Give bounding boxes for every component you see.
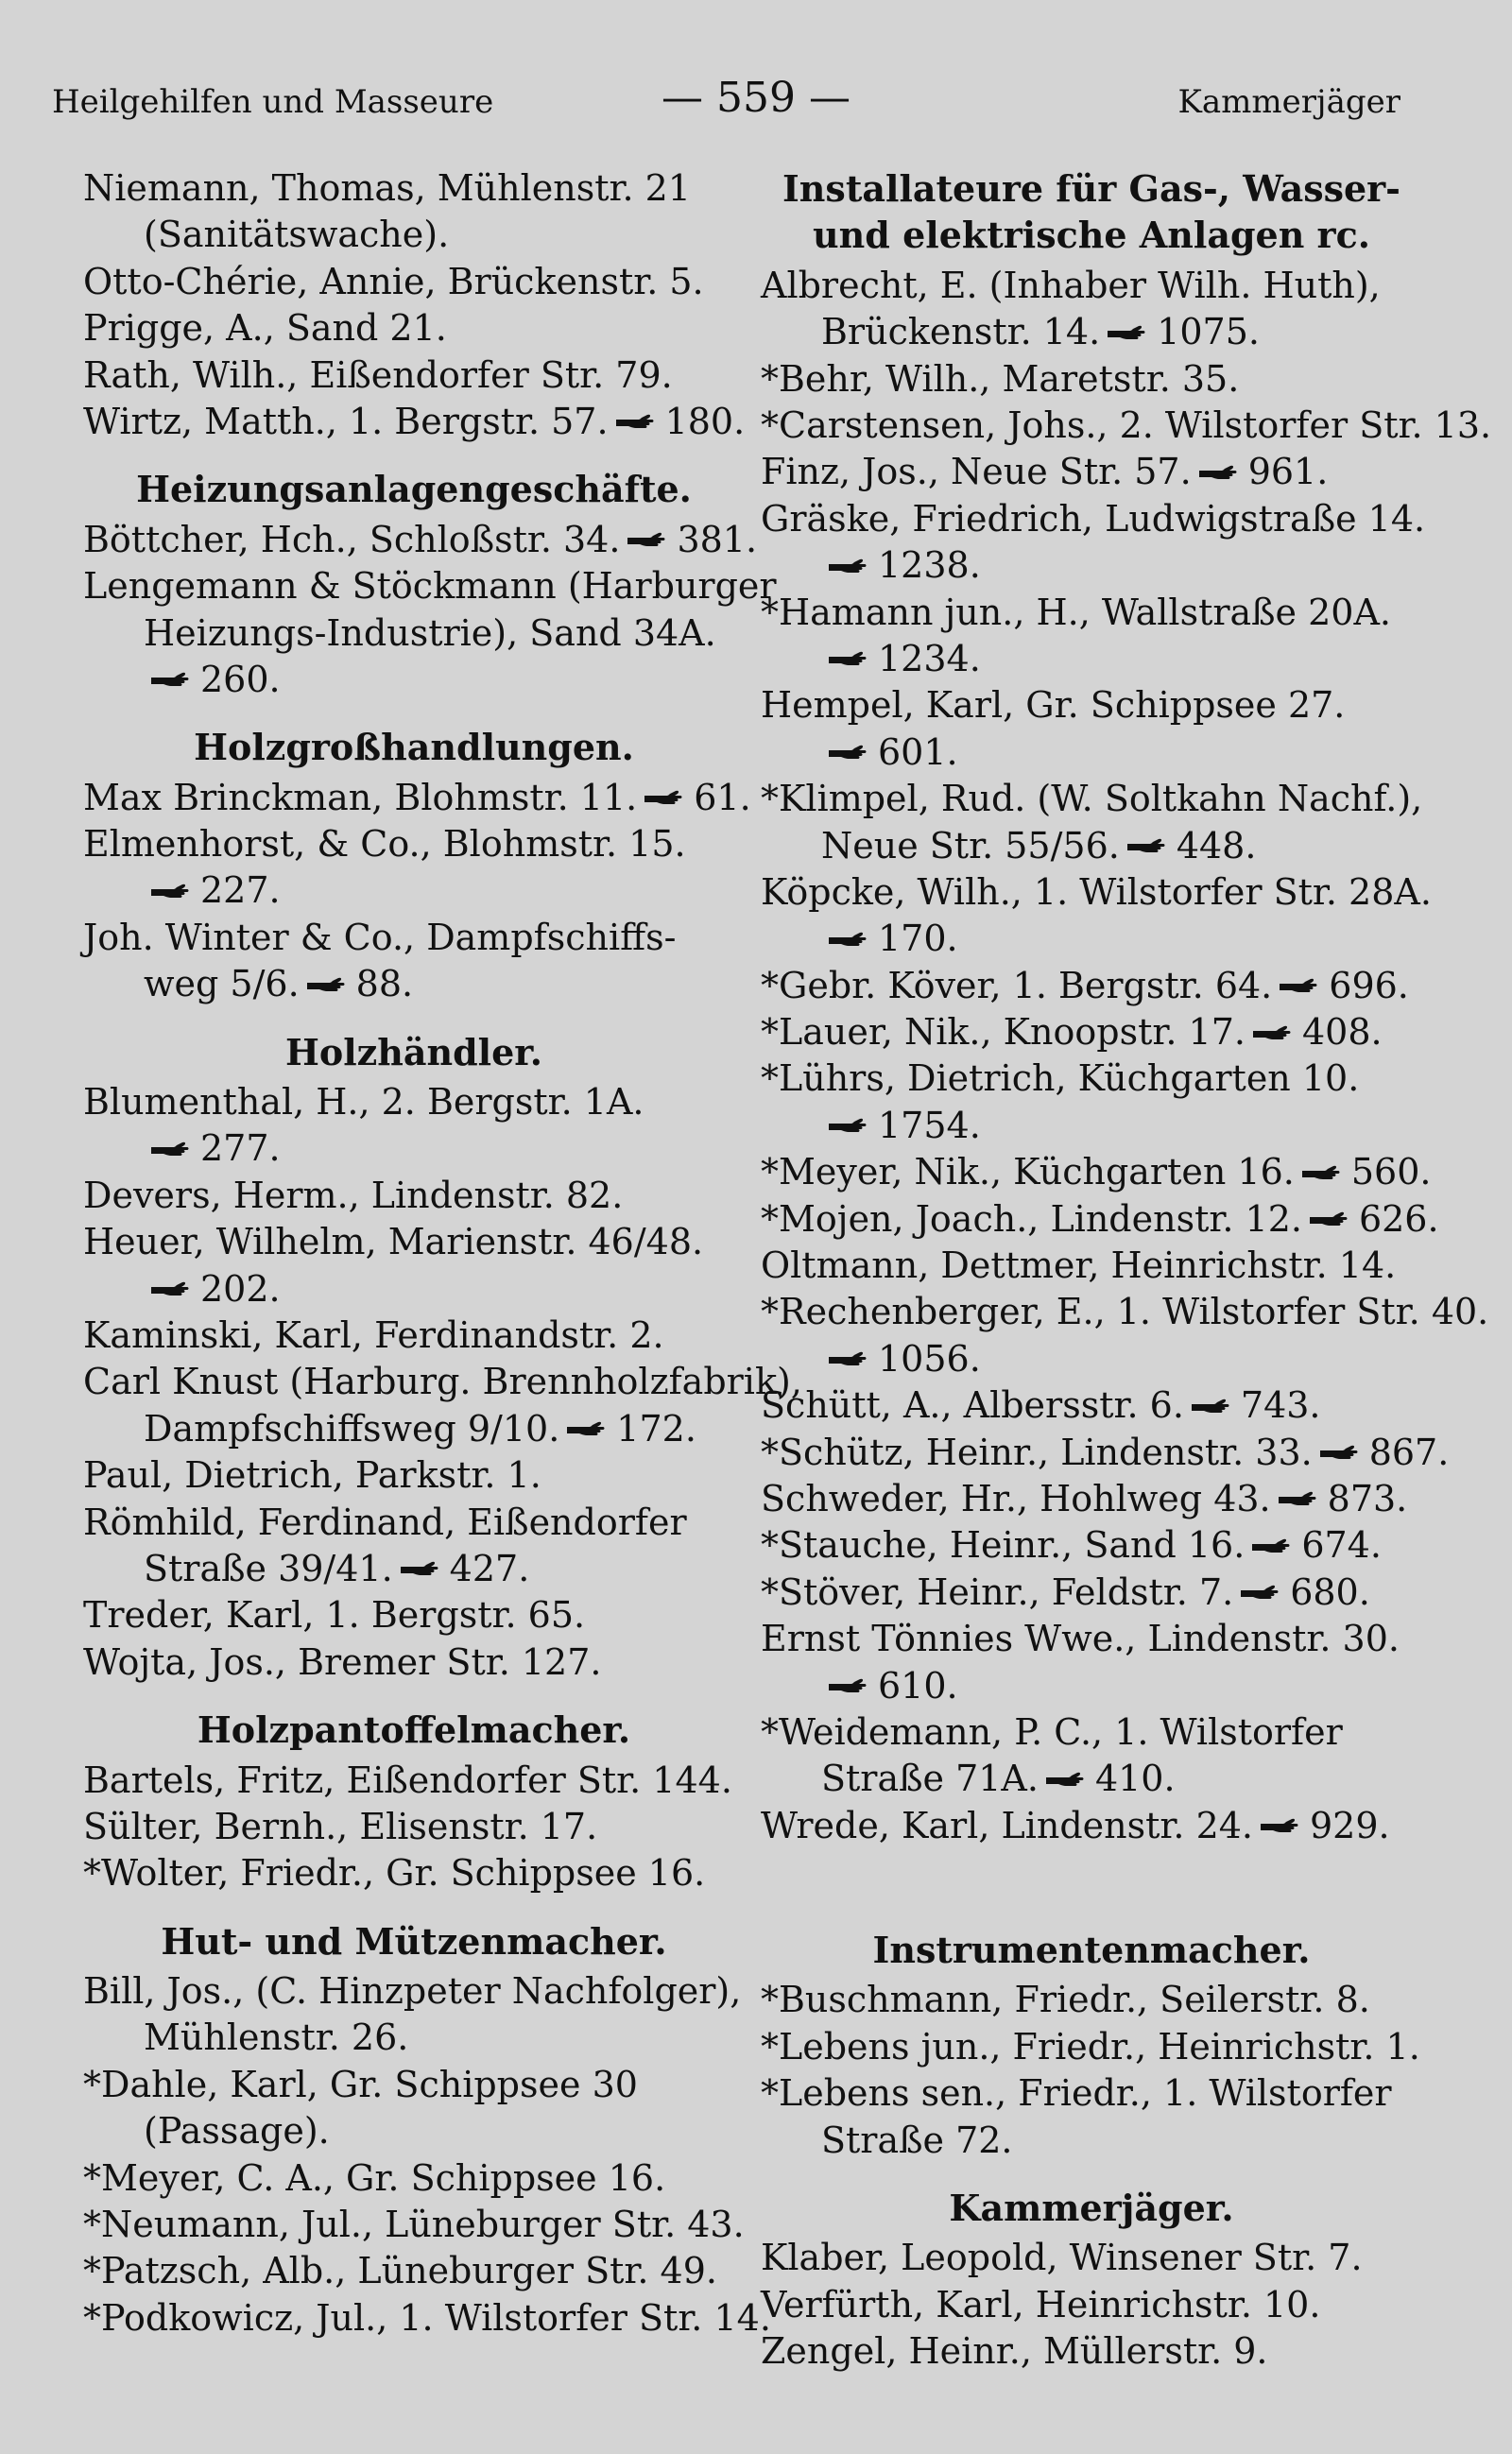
entry-line <box>83 1313 745 1359</box>
entry-line <box>83 563 777 609</box>
telephone-hand-icon <box>614 411 656 432</box>
entry-line <box>83 1850 745 1896</box>
entry-line <box>83 1546 745 1592</box>
phone-number: 448. <box>1176 824 1257 867</box>
phone-number: 873. <box>1327 1477 1408 1519</box>
entry-line <box>761 2282 1422 2328</box>
phone-number: 277. <box>200 1127 281 1170</box>
entry-group <box>761 1977 1422 2164</box>
entry-line <box>761 823 1422 869</box>
entry-line <box>83 657 745 703</box>
section-heading: Holzpantoffelmacher. <box>197 1708 631 1752</box>
entry-text: Otto-Chérie, Annie, Brückenstr. 5. <box>83 260 704 302</box>
telephone-hand-icon <box>149 881 191 901</box>
entry-text: *Hamann jun., H., Wallstraße 20A. <box>761 591 1391 633</box>
entry-text: *Meyer, C. A., Gr. Schippsee 16. <box>83 2156 666 2199</box>
phone-number: 88. <box>355 963 414 1005</box>
section-heading: Installateure für Gas-, Wasser- und elektrische Anlagen rc. <box>782 167 1400 257</box>
entry-line <box>83 775 751 821</box>
entry-text: Carl Knust (Harburg. Brennholzfabrik), <box>83 1361 802 1403</box>
phone-number: 674. <box>1301 1524 1382 1567</box>
entry-line <box>83 1219 745 1265</box>
entry-line <box>761 1756 1422 1802</box>
telephone-hand-icon <box>1250 1536 1292 1556</box>
entry-group <box>83 775 751 1008</box>
telephone-hand-icon <box>1106 322 1147 343</box>
entry-line <box>83 1079 745 1125</box>
entry-group <box>83 1968 771 2342</box>
telephone-hand-icon <box>1239 1582 1280 1603</box>
entry-group <box>83 1758 745 1897</box>
telephone-hand-icon <box>827 742 868 763</box>
entry-group <box>83 165 745 445</box>
entry-text: Zengel, Heinr., Müllerstr. 9. <box>761 2330 1268 2373</box>
entry-line <box>761 1430 1450 1476</box>
telephone-hand-icon <box>643 787 684 808</box>
entry-line <box>761 1055 1422 1102</box>
entry-text: Kaminski, Karl, Ferdinandstr. 2. <box>83 1313 664 1356</box>
entry-text: (Passage). <box>144 2110 330 2153</box>
section-heading: Heizungsanlagengeschäfte. <box>136 468 692 511</box>
entry-line <box>761 1009 1422 1055</box>
entry-text: *Lührs, Dietrich, Küchgarten 10. <box>761 1057 1360 1100</box>
entry-text: Wojta, Jos., Bremer Str. 127. <box>83 1640 602 1683</box>
telephone-hand-icon <box>1300 1162 1342 1183</box>
entry-line <box>83 212 745 258</box>
telephone-hand-icon <box>827 1675 868 1696</box>
entry-line <box>761 309 1422 355</box>
telephone-hand-icon <box>827 929 868 950</box>
entry-text: Römhild, Ferdinand, Eißendorfer <box>83 1501 687 1543</box>
entry-text: *Stöver, Heinr., Feldstr. 7. <box>761 1570 1234 1613</box>
entry-text: *Lebens jun., Friedr., Heinrichstr. 1. <box>761 2025 1420 2068</box>
entry-line <box>761 1616 1422 1662</box>
phone-number: 410. <box>1094 1758 1176 1800</box>
entry-line <box>761 1476 1422 1522</box>
entry-line <box>761 1570 1422 1616</box>
phone-number: 867. <box>1368 1431 1450 1473</box>
entry-line <box>83 1639 745 1686</box>
entry-line <box>761 356 1422 403</box>
entry-line <box>761 2328 1422 2375</box>
telephone-hand-icon <box>1044 1769 1086 1790</box>
entry-text: Prigge, A., Sand 21. <box>83 307 447 350</box>
entry-line <box>761 1709 1422 1756</box>
entry-text: weg 5/6. <box>144 963 300 1005</box>
entry-text: Finz, Jos., Neue Str. 57. <box>761 451 1192 493</box>
phone-number: 170. <box>878 918 958 960</box>
entry-line <box>83 821 745 867</box>
entry-text: *Meyer, Nik., Küchgarten 16. <box>761 1151 1295 1193</box>
entry-line <box>83 1968 745 2015</box>
phone-number: 626. <box>1358 1197 1439 1240</box>
entry-line <box>83 1173 745 1219</box>
entry-line <box>761 1289 1489 1335</box>
entry-line <box>761 449 1422 495</box>
entry-text: Treder, Karl, 1. Bergstr. 65. <box>83 1594 586 1637</box>
entry-line <box>761 682 1422 729</box>
telephone-hand-icon <box>1278 975 1319 996</box>
entry-line <box>761 2235 1422 2281</box>
entry-text: *Podkowicz, Jul., 1. Wilstorfer Str. 14. <box>83 2296 771 2339</box>
telephone-hand-icon <box>565 1418 607 1439</box>
entry-line <box>83 2015 745 2061</box>
entry-text: Köpcke, Wilh., 1. Wilstorfer Str. 28A. <box>761 870 1432 913</box>
entry-line <box>83 1359 802 1405</box>
entry-text: *Neumann, Jul., Lüneburger Str. 43. <box>83 2204 745 2246</box>
phone-number: 743. <box>1240 1384 1321 1427</box>
phone-number: 1754. <box>878 1104 981 1146</box>
right-column <box>761 165 1492 2376</box>
entry-text: Straße 39/41. <box>144 1547 393 1589</box>
phone-number: 172. <box>616 1407 696 1450</box>
entry-line <box>761 1149 1432 1195</box>
entry-line <box>761 1243 1422 1289</box>
entry-line <box>761 2024 1422 2070</box>
phone-number: 1056. <box>878 1337 981 1380</box>
left-column <box>83 165 802 2342</box>
entry-text: *Buschmann, Friedr., Seilerstr. 8. <box>761 1979 1370 2021</box>
entry-line <box>83 610 745 657</box>
entry-text: Rath, Wilh., Eißendorfer Str. 79. <box>83 353 673 396</box>
telephone-hand-icon <box>149 1278 191 1299</box>
entry-text: *Gebr. Köver, 1. Bergstr. 64. <box>761 964 1273 1006</box>
entry-line <box>761 590 1422 636</box>
entry-group <box>761 263 1492 1849</box>
entry-line <box>83 165 745 212</box>
phone-number: 1075. <box>1157 311 1260 353</box>
entry-line <box>83 399 745 445</box>
entry-text: *Dahle, Karl, Gr. Schippsee 30 <box>83 2063 638 2105</box>
section-heading: Hut- und Mützenmacher. <box>161 1919 667 1963</box>
entry-line <box>761 403 1492 449</box>
entry-text: Wirtz, Matth., 1. Bergstr. 57. <box>83 400 609 442</box>
entry-line <box>83 517 758 563</box>
entry-group <box>83 517 777 704</box>
entry-text: Schweder, Hr., Hohlweg 43. <box>761 1477 1271 1519</box>
entry-line <box>83 867 745 914</box>
entry-text: *Patzsch, Alb., Lüneburger Str. 49. <box>83 2250 717 2292</box>
telephone-hand-icon <box>149 1139 191 1159</box>
entry-line <box>761 263 1422 309</box>
entry-line <box>83 2108 745 2154</box>
entry-line <box>83 305 745 352</box>
entry-text: *Schütz, Heinr., Lindenstr. 33. <box>761 1431 1313 1473</box>
telephone-hand-icon <box>149 669 191 690</box>
entry-text: (Sanitätswache). <box>144 214 450 256</box>
telephone-hand-icon <box>399 1558 440 1579</box>
entry-line <box>761 1382 1422 1429</box>
entry-text: Oltmann, Dettmer, Heinrichstr. 14. <box>761 1244 1397 1287</box>
phone-number: 408. <box>1301 1011 1383 1054</box>
entry-text: *Weidemann, P. C., 1. Wilstorfer <box>761 1710 1343 1753</box>
entry-text: *Mojen, Joach., Lindenstr. 12. <box>761 1197 1302 1240</box>
telephone-hand-icon <box>1277 1488 1318 1509</box>
telephone-hand-icon <box>827 648 868 669</box>
section-heading: Kammerjäger. <box>949 2187 1234 2230</box>
entry-text: Mühlenstr. 26. <box>144 2016 409 2059</box>
entry-text: Joh. Winter & Co., Dampfschiffs- <box>83 916 677 958</box>
entry-line <box>83 1406 745 1452</box>
section-heading: Holzgroßhandlungen. <box>194 726 634 769</box>
entry-text: Heizungs-Industrie), Sand 34A. <box>144 611 716 654</box>
phone-number: 696. <box>1329 964 1409 1006</box>
phone-number: 961. <box>1247 451 1329 493</box>
phone-number: 202. <box>200 1267 281 1310</box>
entry-text: Wrede, Karl, Lindenstr. 24. <box>761 1804 1253 1846</box>
entry-line <box>761 1336 1422 1382</box>
entry-line <box>83 961 745 1007</box>
entry-line <box>761 636 1422 682</box>
telephone-hand-icon <box>1125 835 1167 856</box>
entry-text: *Behr, Wilh., Maretstr. 35. <box>761 357 1240 400</box>
entry-text: Schütt, A., Albersstr. 6. <box>761 1384 1184 1427</box>
entry-text: Dampfschiffsweg 9/10. <box>144 1407 560 1450</box>
phone-number: 1238. <box>878 544 981 587</box>
entry-line <box>761 776 1422 822</box>
entry-text: Blumenthal, H., 2. Bergstr. 1A. <box>83 1081 644 1124</box>
entry-line <box>761 1977 1422 2023</box>
entry-line <box>761 869 1432 916</box>
entry-line <box>83 2062 745 2108</box>
telephone-hand-icon <box>827 1115 868 1136</box>
entry-line <box>761 1663 1422 1709</box>
entry-text: Böttcher, Hch., Schloßstr. 34. <box>83 518 621 560</box>
telephone-hand-icon <box>305 974 347 995</box>
entry-text: Elmenhorst, & Co., Blohmstr. 15. <box>83 823 686 866</box>
entry-text: Albrecht, E. (Inhaber Wilh. Huth), <box>761 264 1381 306</box>
entry-text: Gräske, Friedrich, Ludwigstraße 14. <box>761 497 1426 540</box>
telephone-hand-icon <box>626 529 667 550</box>
entry-line <box>83 1500 745 1546</box>
entry-line <box>83 259 745 305</box>
entry-text: *Lauer, Nik., Knoopstr. 17. <box>761 1011 1246 1054</box>
entry-text: Lengemann & Stöckmann (Harburger <box>83 565 777 608</box>
entry-text: *Carstensen, Johs., 2. Wilstorfer Str. 13. <box>761 403 1492 446</box>
page-number: — 559 — <box>662 74 850 122</box>
entry-text: Ernst Tönnies Wwe., Lindenstr. 30. <box>761 1618 1400 1660</box>
entry-group <box>83 1079 802 1686</box>
entry-text: *Klimpel, Rud. (W. Soltkahn Nachf.), <box>761 778 1423 820</box>
entry-text: Max Brinckman, Blohmstr. 11. <box>83 776 638 818</box>
entry-line <box>83 1125 745 1172</box>
entry-line <box>83 352 745 399</box>
entry-text: Brückenstr. 14. <box>821 311 1101 353</box>
entry-text: Heuer, Wilhelm, Marienstr. 46/48. <box>83 1221 704 1263</box>
section-heading: Holzhändler. <box>284 1030 543 1073</box>
entry-text: Verfürth, Karl, Heinrichstr. 10. <box>761 2283 1321 2325</box>
entry-text: Bill, Jos., (C. Hinzpeter Nachfolger), <box>83 1970 742 2013</box>
entry-text: Hempel, Karl, Gr. Schippsee 27. <box>761 684 1346 727</box>
entry-line <box>761 496 1426 542</box>
telephone-hand-icon <box>1197 462 1239 483</box>
telephone-hand-icon <box>1251 1022 1293 1043</box>
telephone-hand-icon <box>1190 1396 1231 1416</box>
entry-text: Bartels, Fritz, Eißendorfer Str. 144. <box>83 1759 732 1801</box>
entry-text: Sülter, Bernh., Elisenstr. 17. <box>83 1805 598 1847</box>
entry-text: Paul, Dietrich, Parkstr. 1. <box>83 1454 541 1497</box>
entry-text: Devers, Herm., Lindenstr. 82. <box>83 1174 624 1216</box>
entry-text: *Lebens sen., Friedr., 1. Wilstorfer <box>761 2072 1392 2115</box>
entry-line <box>761 729 1422 776</box>
entry-group <box>761 2235 1422 2375</box>
entry-text: *Rechenberger, E., 1. Wilstorfer Str. 40. <box>761 1291 1489 1333</box>
entry-text: Straße 71A. <box>821 1758 1039 1800</box>
phone-number: 680. <box>1290 1570 1370 1613</box>
entry-line <box>761 1196 1439 1243</box>
phone-number: 180. <box>664 400 746 442</box>
telephone-hand-icon <box>827 556 868 576</box>
telephone-hand-icon <box>827 1348 868 1369</box>
entry-text: Straße 72. <box>821 2119 1013 2161</box>
entry-line <box>761 1803 1422 1849</box>
entry-line <box>761 916 1422 962</box>
entry-line <box>83 1592 745 1639</box>
entry-line <box>83 1758 745 1804</box>
telephone-hand-icon <box>1308 1209 1349 1229</box>
entry-line <box>83 1266 745 1313</box>
running-head-left: Heilgehilfen und Masseure <box>52 83 494 121</box>
phone-number: 61. <box>694 776 751 818</box>
telephone-hand-icon <box>1318 1442 1360 1463</box>
entry-line <box>83 1804 745 1850</box>
section-heading: Instrumentenmacher. <box>872 1929 1311 1972</box>
entry-line <box>761 1522 1422 1569</box>
entry-text: *Wolter, Friedr., Gr. Schippsee 16. <box>83 1852 706 1895</box>
entry-line <box>761 1103 1422 1149</box>
entry-text: Neue Str. 55/56. <box>821 824 1120 867</box>
phone-number: 1234. <box>878 637 981 679</box>
phone-number: 381. <box>677 518 758 560</box>
entry-line <box>83 2155 745 2202</box>
entry-line <box>761 2070 1422 2117</box>
phone-number: 427. <box>449 1547 530 1589</box>
phone-number: 610. <box>878 1664 958 1707</box>
entry-line <box>761 2118 1422 2164</box>
entry-line <box>83 2248 745 2294</box>
entry-line <box>83 2202 745 2248</box>
running-head-right: Kammerjäger <box>1177 83 1400 121</box>
entry-line <box>83 1452 745 1499</box>
entry-line <box>761 963 1422 1009</box>
entry-line <box>83 2295 771 2342</box>
entry-text: Klaber, Leopold, Winsener Str. 7. <box>761 2237 1363 2279</box>
phone-number: 929. <box>1310 1804 1390 1846</box>
entry-line <box>761 542 1422 589</box>
phone-number: 601. <box>878 730 958 773</box>
phone-number: 227. <box>200 869 281 912</box>
entry-text: Niemann, Thomas, Mühlenstr. 21 <box>83 167 691 209</box>
entry-line <box>83 915 745 961</box>
phone-number: 260. <box>200 658 281 700</box>
telephone-hand-icon <box>1259 1815 1300 1836</box>
phone-number: 560. <box>1350 1151 1432 1193</box>
entry-text: *Stauche, Heinr., Sand 16. <box>761 1524 1246 1567</box>
